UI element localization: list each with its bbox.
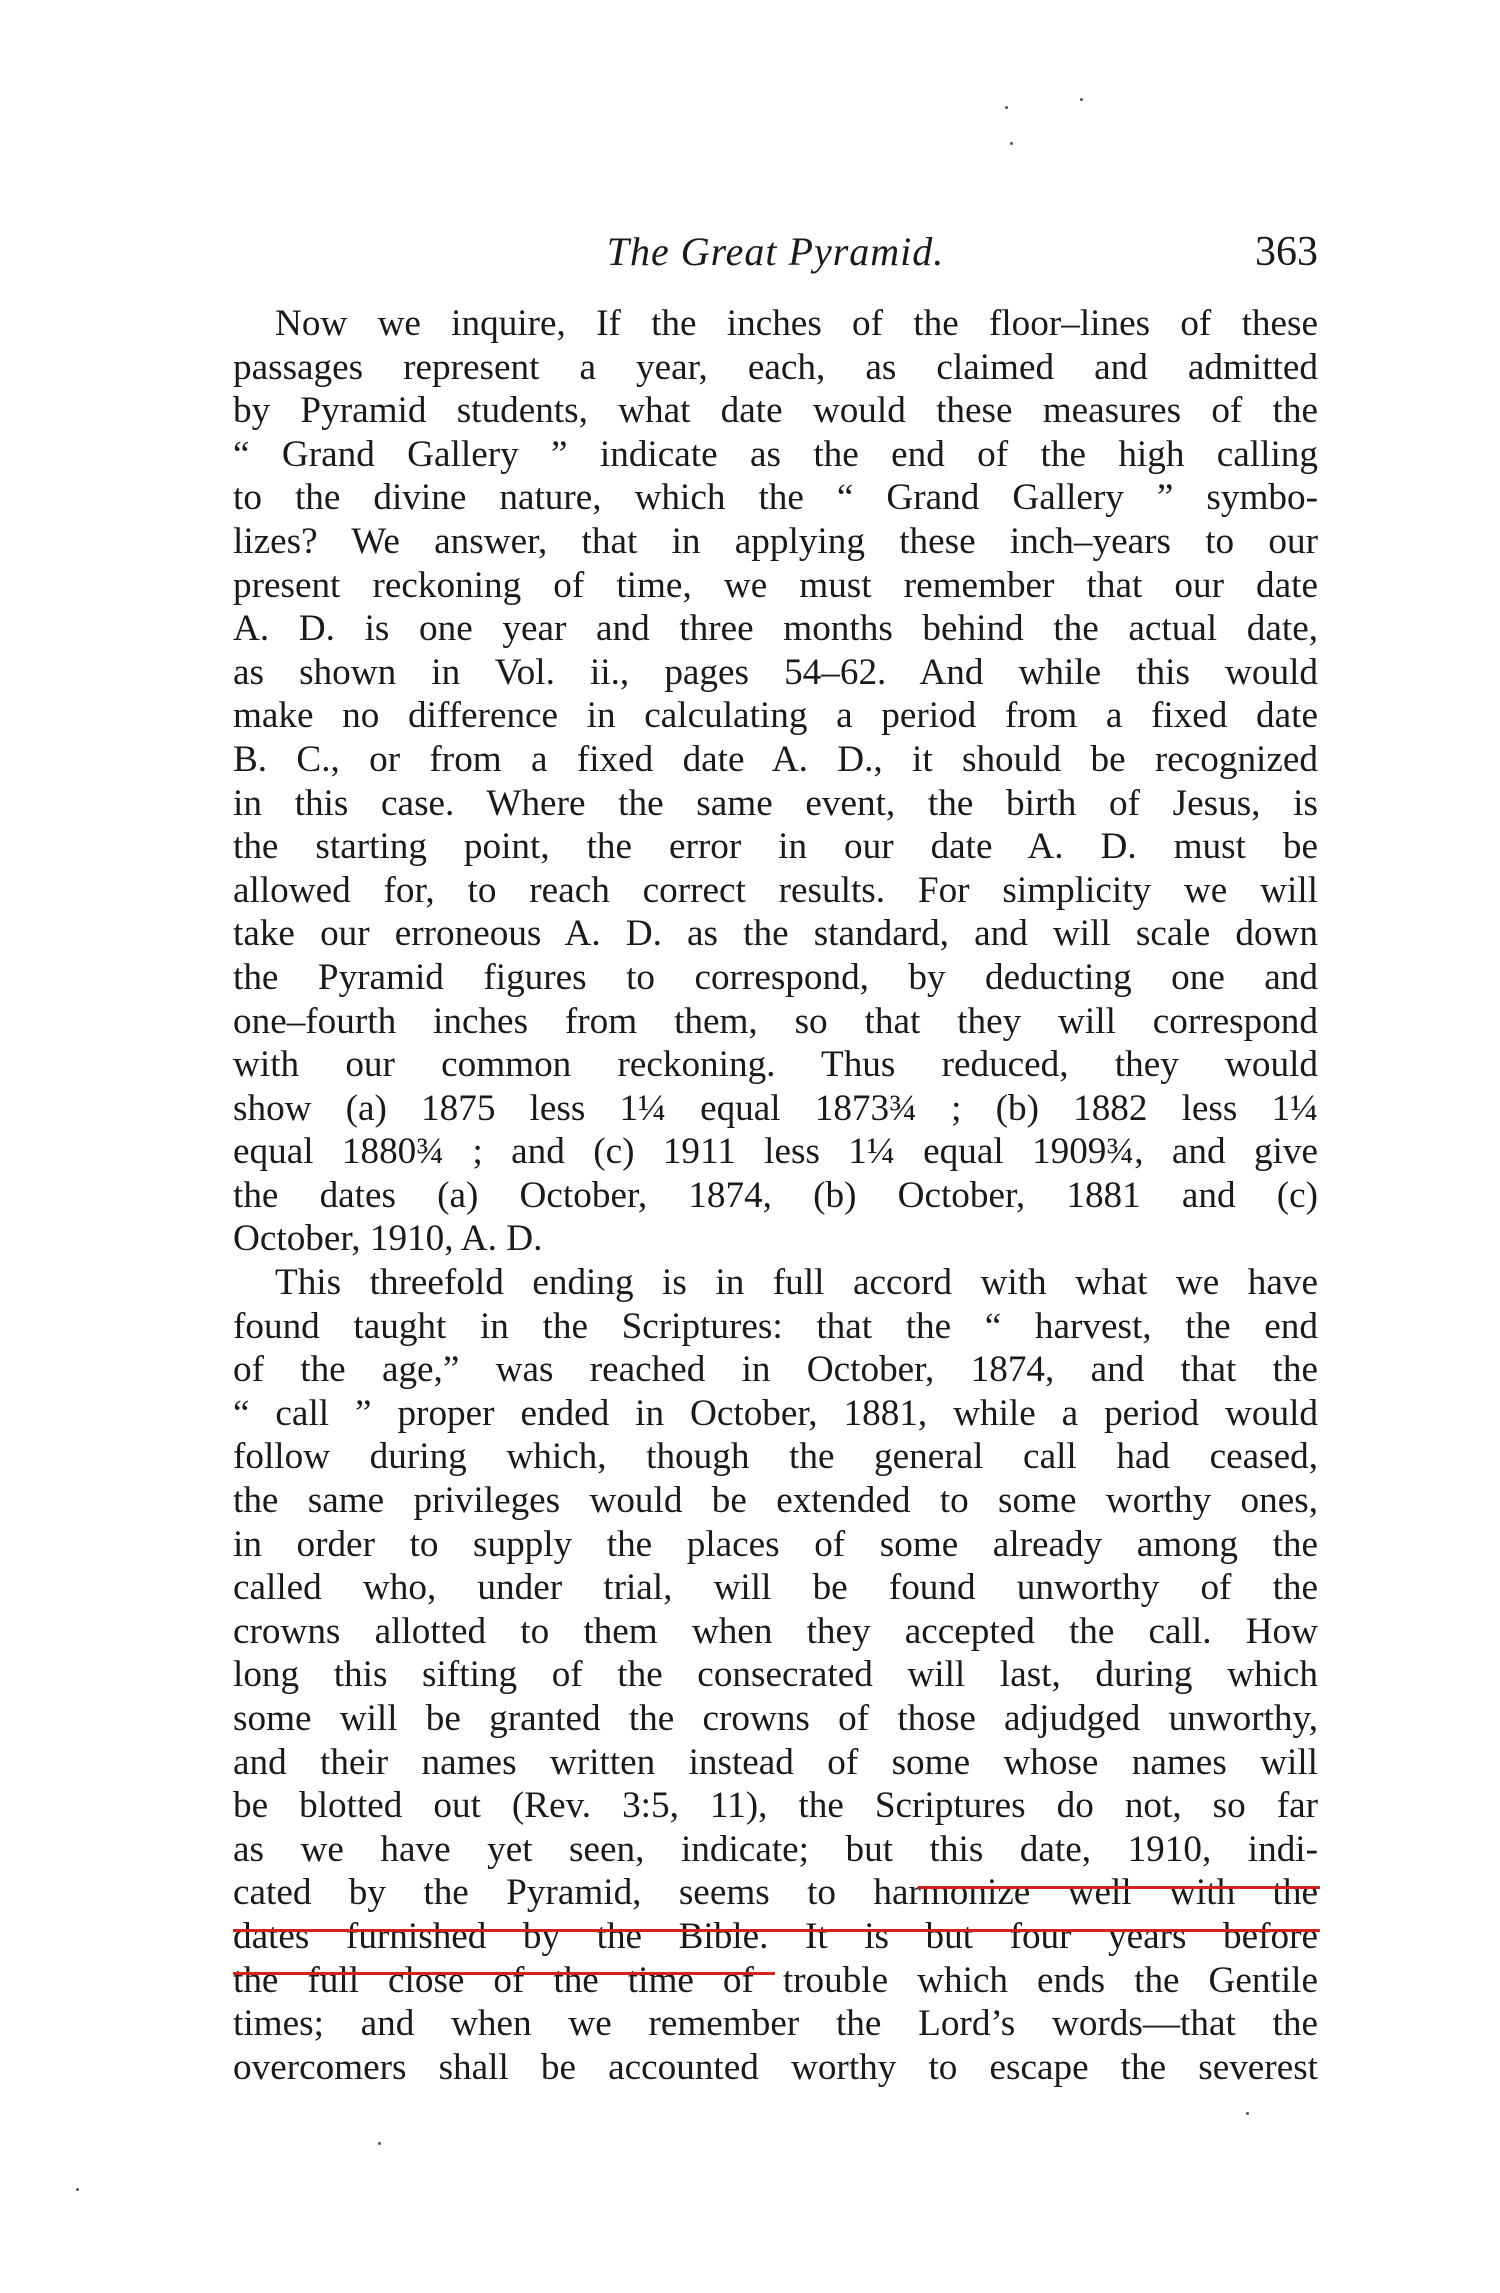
text-line: October, 1910, A. D. [233,1218,543,1260]
text-line: one–fourth inches from them, so that they will correspond [233,1000,1318,1042]
scan-speck [1246,2112,1249,2115]
text-line: follow during which, though the general call had ceased, [233,1436,1318,1478]
running-head [233,222,1318,282]
scan-speck [1010,142,1013,145]
text-line: the same privileges would be extended to some worthy ones, [233,1480,1318,1522]
red-underline-mark [918,1886,1320,1889]
text-line: present reckoning of time, we must remember that our date [233,564,1318,606]
red-underline-mark [233,1972,775,1975]
running-title: The Great Pyramid. [606,229,945,274]
text-line: to the divine nature, which the “ Grand Gallery ” symbo- [233,477,1318,519]
text-line: passages represent a year, each, as claimed and admitted [233,346,1318,388]
text-line: called who, under trial, will be found unworthy of the [233,1567,1318,1609]
body-text [233,302,1318,2089]
text-line: B. C., or from a fixed date A. D., it should be recognized [233,738,1318,780]
paragraph [233,1261,1318,2089]
text-line: “ Grand Gallery ” indicate as the end of the high calling [233,433,1318,475]
scan-speck [1080,98,1083,101]
text-line: show (a) 1875 less 1¼ equal 1873¾ ; (b) 1882 less 1¼ [233,1087,1318,1129]
scan-speck [76,2188,79,2191]
text-line: the full close of the time of trouble which ends the Gentile [233,1959,1318,2001]
text-line: times; and when we remember the Lord’s words—that the [233,2003,1318,2045]
text-line: the starting point, the error in our date A. D. must be [233,826,1318,868]
scan-speck [378,2142,381,2145]
text-line: make no difference in calculating a period from a fixed date [233,695,1318,737]
text-line: by Pyramid students, what date would these measures of the [233,390,1318,432]
text-line: as we have yet seen, indicate; but this date, 1910, indi- [233,1828,1318,1870]
scan-speck [1005,106,1008,109]
text-line: dates furnished by the Bible. It is but four years before [233,1915,1318,1957]
text-line: This threefold ending is in full accord with what we have [275,1262,1318,1304]
text-line: some will be granted the crowns of those adjudged unworthy, [233,1698,1318,1739]
text-line: crowns allotted to them when they accepted the call. How [233,1610,1318,1652]
text-line: with our common reckoning. Thus reduced, they would [233,1044,1318,1086]
text-line: overcomers shall be accounted worthy to escape the severest [233,2046,1318,2088]
text-line: as shown in Vol. ii., pages 54–62. And while this would [233,651,1318,693]
red-underline-mark [233,1929,1320,1932]
text-line: cated by the Pyramid, seems to harmonize well with the [233,1872,1318,1914]
text-line: and their names written instead of some whose names will [233,1741,1318,1783]
text-line: the Pyramid figures to correspond, by deducting one and [233,956,1318,998]
paragraph [233,302,1318,1261]
text-line: be blotted out (Rev. 3:5, 11), the Scriptures do not, so far [233,1785,1318,1827]
page-number: 363 [1255,229,1318,275]
text-line: allowed for, to reach correct results. For simplicity we will [233,869,1318,911]
text-line: the dates (a) October, 1874, (b) October, 1881 and (c) [233,1174,1318,1216]
text-line: equal 1880¾ ; and (c) 1911 less 1¼ equal 1909¾, and give [233,1131,1318,1173]
text-line: lizes? We answer, that in applying these inch–years to our [233,520,1318,562]
text-line: A. D. is one year and three months behind the actual date, [233,608,1318,650]
text-line: take our erroneous A. D. as the standard, and will scale down [233,913,1318,955]
text-line: “ call ” proper ended in October, 1881, while a period would [233,1392,1318,1434]
text-line: long this sifting of the consecrated will last, during which [233,1654,1318,1696]
text-line: Now we inquire, If the inches of the floor–lines of these [275,303,1318,344]
text-line: found taught in the Scriptures: that the “ harvest, the end [233,1305,1318,1347]
text-line: in order to supply the places of some already among the [233,1523,1318,1565]
text-line: of the age,” was reached in October, 1874, and that the [233,1349,1318,1391]
text-line: in this case. Where the same event, the birth of Jesus, is [233,782,1318,824]
